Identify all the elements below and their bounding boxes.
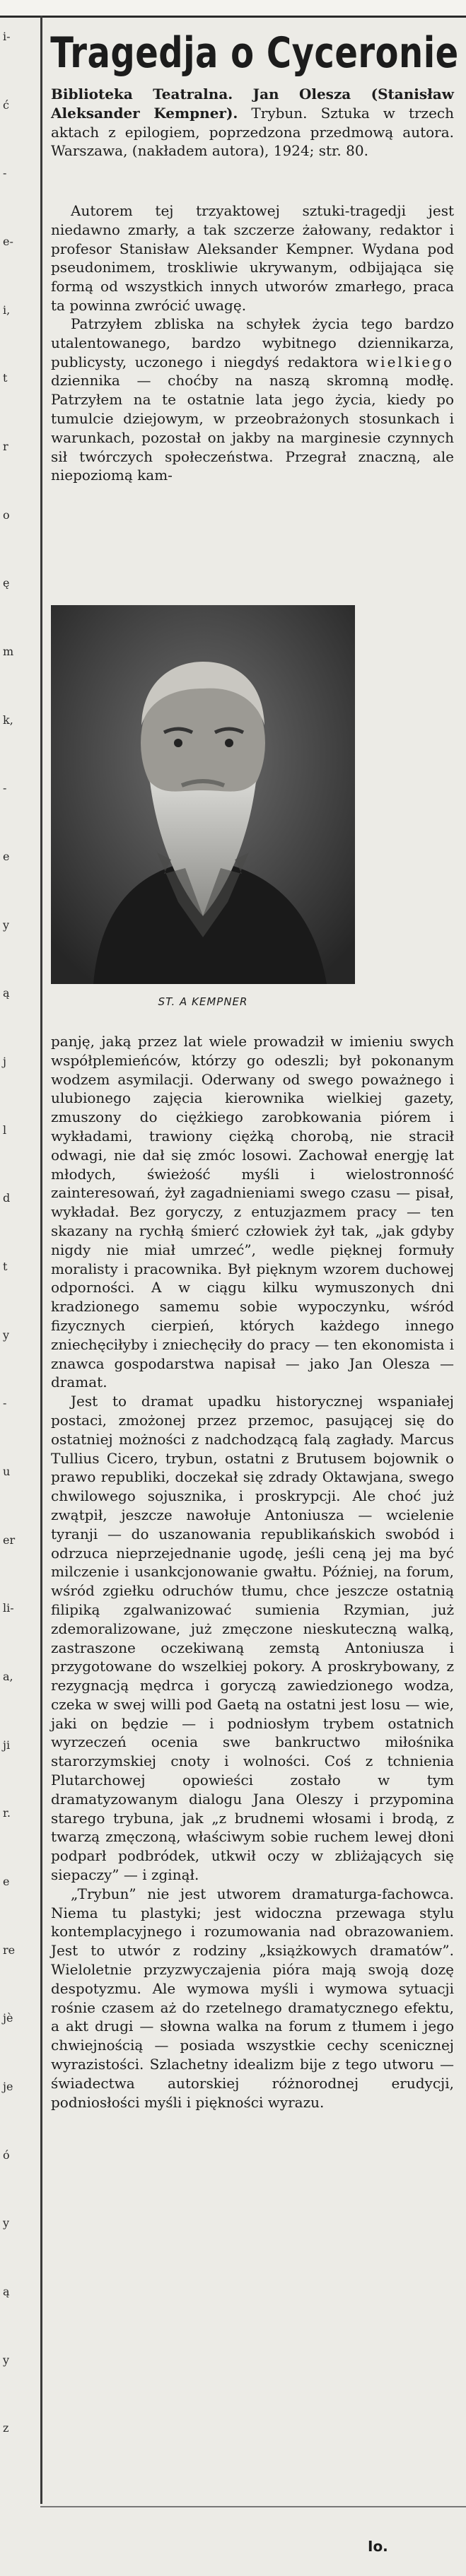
- fragment-text: y: [3, 2353, 10, 2367]
- paragraph-1: Autorem tej trzyaktowej sztuki-tragedji jest niedawno zmarły, a tak szczerze żałowany, redaktor i profesor Stanisław Aleksander Kempner. Wydana pod pseudonimem, troskliwie ukrywanym, odbijająca się formą od wszystkich innych utworów zmarłego, praca ta powinna zwrócić uwagę.: [51, 202, 454, 314]
- fragment-text: m: [3, 645, 14, 658]
- author-signature: Io.: [368, 2538, 388, 2555]
- fragment-text: je: [3, 2080, 13, 2093]
- adjacent-column-fragments: [0, 16, 37, 2504]
- paragraph-5: „Trybun” nie jest utworem dramaturga-fachowca. Niema tu plastyki; jest widoczna przewaga stylu kontemplacyjnego i rozumowania nad obrazowaniem. Jest to utwór z rodziny „książkowych dramatów”. Wieloletnie przyzwyczajenia pióra mają swoją dozę despotyzmu. Ale wymowa myśli i wymowa sytuacji rośnie czasem aż do rzetelnego dramatycznego efektu, a akt drugi — słowna walka na forum z tłumem i jego chwiejnością — posiada wszystkie cechy scenicznej wyrazistości. Szlachetny idealizm bije z tego utworu — świadectwa autorskiej różnorodnej erudycji, podniosłości myśli i piękności wyrazu.: [51, 1885, 454, 2111]
- biblio-lead: Biblioteka Teatralna. Jan Olesza (Stanisław Aleksander Kempner).: [51, 86, 454, 122]
- fragment-text: i,: [3, 303, 11, 317]
- paragraph-3: panję, jaką przez lat wiele prowadził w imieniu swych współplemieńców, którzy go odeszli; był pokonanym wodzem asymilacji. Oderwany od swego poważnego i ulubionego zajęcia kierownika wielkiej gazety, zmuszony do ciężkiego zarobkowania piórem i wykładami, trawiony ciężką chorobą, nie stracił odwagi, nie dał się zmóc losowi. Zachował energję lat młodych, świeżość myśli i wielostronność zainteresowań, żył zagadnieniami swego czasu — pisał, wykładał. Bez goryczy, z entuzjazmem pracy — ten skazany na rychłą śmierć człowiek żył tak, „jak gdyby nigdy nie miał umrzeć”, wedle pięknej formuły moralisty i pracownika. Był pięknym wzorem duchowej odporności. A w ciągu kilku wymuszonych dni kradzionego samemu sobie wypoczynku, wśród fizycznych cierpień, których każdego innego zniechęciłyby i zniechęciły do pracy — ten ekonomista i znawca gospodarstwa napisał — jako Jan Olesza — dramat.: [51, 1033, 454, 1391]
- fragment-text: e: [3, 850, 10, 863]
- fragment-text: re: [3, 1943, 16, 1957]
- fragment-text: k,: [3, 713, 13, 727]
- photo-caption: ST. A KEMPNER: [158, 995, 248, 1008]
- fragment-text: o: [3, 508, 10, 522]
- fragment-text: t: [3, 1260, 8, 1273]
- top-border: [0, 0, 466, 18]
- fragment-text: d: [3, 1191, 11, 1205]
- fragment-text: ę: [3, 576, 10, 590]
- fragment-text: jè: [3, 2011, 13, 2025]
- fragment-text: j: [3, 1055, 6, 1068]
- fragment-text: y: [3, 1328, 10, 1342]
- fragment-text: l: [3, 1123, 7, 1137]
- fragment-text: ji: [3, 1738, 11, 1752]
- article-body-continued: [51, 1032, 454, 2112]
- portrait-photo: [51, 605, 355, 984]
- fragment-text: y: [3, 918, 10, 932]
- fragment-text: y: [3, 2216, 10, 2230]
- article-title: Tragedja o Cyceronie: [50, 28, 459, 78]
- fragment-text: a,: [3, 1670, 13, 1683]
- fragment-text: -: [3, 1396, 7, 1410]
- fragment-text: u: [3, 1465, 11, 1478]
- column-divider: [40, 16, 42, 2504]
- paragraph-4: Jest to dramat upadku historycznej wspaniałej postaci, zmożonej przez przemoc, pasującej się do ostatniej możności z nadchodzącą falą zagłady. Marcus Tullius Cicero, trybun, ostatni z Brutusem bojownik o prawo republiki, doczekał się zdrady Oktawjana, swego chwilowego sojusznika, i proskrypcji. Ale choć już zwątpił, jeszcze nawołuje Antoniusza — wcielenie tyranji — do uszanowania republikańskich swobód i odrzuca nieprzejednanie ugodę, jeśli ceną jej ma być milczenie i usankcjonowanie gwałtu. Później, na forum, wśród zgiełku odruchów tłumu, chce jeszcze ostatnią filipiką zgalwanizować sumienia Rzymian, już zdemoralizowane, już zmęczone nieskuteczną walką, zastraszone oczekiwaną zemstą Antoniusza i przygotowane do wszelkiej pokory. A proskrybowany, z rezygnacją mędrca i goryczą zawiedzionego wodza, czeka w swej willi pod Gaetą na ostatni jest losu — wie, jaki on będzie — i podniosłym trybem ostatnich wyrzeczeń ocenia swe bankructwo miłośnika starorzymskiej cnoty i wolności. Coś z tchnienia Plutarchowej opowieści zostało w tym dramatyzowanym dialogu Jana Oleszy i przypomina starego trybuna, jak „z brudnemi włosami i brodą, z twarzą zmęczoną, właściwym sobie ruchem lewej dłoni podparł podbródek, utkwił oczy w zbliżających się siepaczy” — i zginął.: [51, 1393, 454, 1884]
- fragment-text: i-: [3, 30, 11, 43]
- fragment-text: r.: [3, 1806, 11, 1820]
- fragment-text: ą: [3, 2285, 10, 2298]
- fragment-text: z: [3, 2421, 9, 2435]
- bottom-rule: [40, 2506, 466, 2507]
- fragment-text: ć: [3, 98, 9, 112]
- fragment-text: li-: [3, 1601, 14, 1615]
- biblio-rest: Trybun. Sztuka w trzech aktach z epilogiem, poprzedzona przedmową autora. Warszawa, (nakładem autora), 1924; str. 80.: [51, 104, 454, 160]
- fragment-text: er: [3, 1533, 16, 1547]
- fragment-text: r: [3, 440, 8, 453]
- fragment-text: t: [3, 371, 8, 385]
- spaced-word: wielkiego: [366, 353, 454, 370]
- fragment-text: -: [3, 166, 7, 180]
- portrait-illustration: [51, 605, 355, 984]
- fragment-text: -: [3, 781, 7, 795]
- bibliographic-note: [51, 85, 454, 160]
- fragment-text: ó: [3, 2148, 10, 2162]
- paragraph-2: Patrzyłem zbliska na schyłek życia tego bardzo utalentowanego, bardzo wybitnego dziennikarza, publicysty, uczonego i niegdyś redaktora wielkiego dziennika — choćby na naszą skromną modłę. Patrzyłem na te ostatnie lata jego życia, kiedy po tumulcie dziejowym, w przeobrażonych stosunkach i warunkach, pozostał on jakby na marginesie czynnych sił twórczych społeczeństwa. Przegrał znaczną, ale niepoziomą kam-: [51, 315, 454, 484]
- fragment-text: e: [3, 1875, 10, 1888]
- fragment-text: ą: [3, 986, 10, 1000]
- fragment-text: e-: [3, 235, 13, 248]
